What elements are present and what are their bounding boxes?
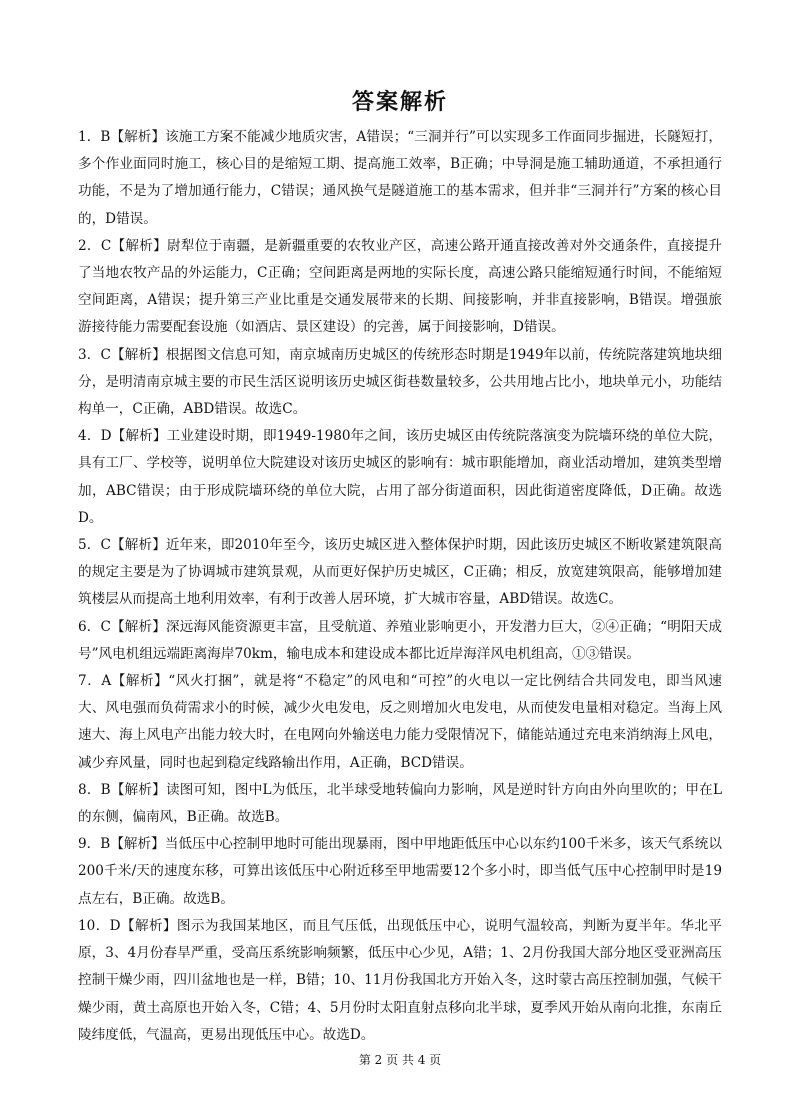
answer-item-8: 8．B【解析】读图可知，图中L为低压，北半球受地转偏向力影响，风是逆时针方向由外向里吹的；甲在L的东侧，偏南风，B正确。故选B。 — [78, 781, 722, 826]
answer-item-9: 9．B【解析】当低压中心控制甲地时可能出现暴雨，图中甲地距低压中心以东约100千米多，该天气系统以200千米/天的速度东移，可算出该低压中心附近移至甲地需要12个多小时，即当低气压中心控制甲时是19点左右，B正确。故选B。 — [78, 836, 722, 907]
answer-item-3: 3．C【解析】根据图文信息可知，南京城南历史城区的传统形态时期是1949年以前，传统院落建筑地块细分，是明清南京城主要的市民生活区说明该历史城区街巷数量较多，公共用地占比小，地块单元小，功能结构单一，C正确，ABD错误。故选C。 — [78, 346, 722, 418]
answer-item-7: 7．A【解析】“风火打捆”，就是将“不稳定”的风电和“可控”的火电以一定比例结合共同发电，即当风速大、风电强而负荷需求小的时候，减少火电发电，反之则增加火电发电，从而使发电量相对稳定。当海上风速大、海上风电产出能力较大时，在电网向外输送电力能力受限情况下，储能站通过充电来消纳海上风电，减少弃风量，同时也起到稳定线路输出作用，A正确，BCD错误。 — [78, 673, 722, 771]
answer-item-10: 10．D【解析】图示为我国某地区，而且气压低，出现低压中心，说明气温较高，判断为夏半年。华北平原，3、4月份春旱严重，受高压系统影响频繁，低压中心少见，A错；1、2月份我国大部分地区受亚洲高压控制干燥少雨，四川盆地也是一样，B错；10、11月份我国北方开始入冬，这时蒙古高压控制加强，气候干燥少雨，黄土高原也开始入冬，C错；4、5月份时太阳直射点移向北半球，夏季风开始从南向北推，东南丘陵纬度低，气温高，更易出现低压中心。故选D。 — [78, 917, 722, 1043]
answer-item-5: 5．C【解析】近年来，即2010年至今，该历史城区进入整体保护时期，因此该历史城区不断收紧建筑限高的规定主要是为了协调城市建筑景观，从而更好保护历史城区，C正确；相反，放宽建筑限高，能够增加建筑楼层从而提高土地利用效率，有利于改善人居环境，扩大城市容量，ABD错误。故选C。 — [78, 537, 722, 608]
answer-list — [78, 124, 722, 1049]
answer-item-6: 6．C【解析】深远海风能资源更丰富，且受航道、养殖业影响更小，开发潜力巨大，②④正确；“明阳天成号”风电机组远端距离海岸70km，输电成本和建设成本都比近岸海洋风电机组高，①③错误。 — [78, 618, 722, 662]
answer-item-4: 4．D【解析】工业建设时期，即1949-1980年之间，该历史城区由传统院落演变为院墙环绕的单位大院，具有工厂、学校等，说明单位大院建设对该历史城区的影响有：城市职能增加，商业活动增加，建筑类型增加，ABC错误；由于形成院墙环绕的单位大院，占用了部分街道面积，因此街道密度降低，D正确。故选D。 — [78, 428, 722, 526]
page-footer: 第 2 页 共 4 页 — [358, 1053, 442, 1067]
answer-item-2: 2．C【解析】尉犁位于南疆，是新疆重要的农牧业产区，高速公路开通直接改善对外交通条件，直接提升了当地农牧产品的外运能力，C正确；空间距离是两地的实际长度，高速公路只能缩短通行时间，不能缩短空间距离，A错误；提升第三产业比重是交通发展带来的长期、间接影响，并非直接影响，B错误。增强旅游接待能力需要配套设施（如酒店、景区建设）的完善，属于间接影响，D错误。 — [78, 237, 722, 336]
answer-item-1: 1．B【解析】该施工方案不能减少地质灾害，A错误；“三洞并行”可以实现多工作面同步掘进，长隧短打，多个作业面同时施工，核心目的是缩短工期、提高施工效率，B正确；中导洞是施工辅助通道，不承担通行功能，不是为了增加通行能力，C错误；通风换气是隧道施工的基本需求，但并非“三洞并行”方案的核心目的，D错误。 — [78, 129, 722, 227]
page-title: 答案解析 — [351, 90, 448, 115]
